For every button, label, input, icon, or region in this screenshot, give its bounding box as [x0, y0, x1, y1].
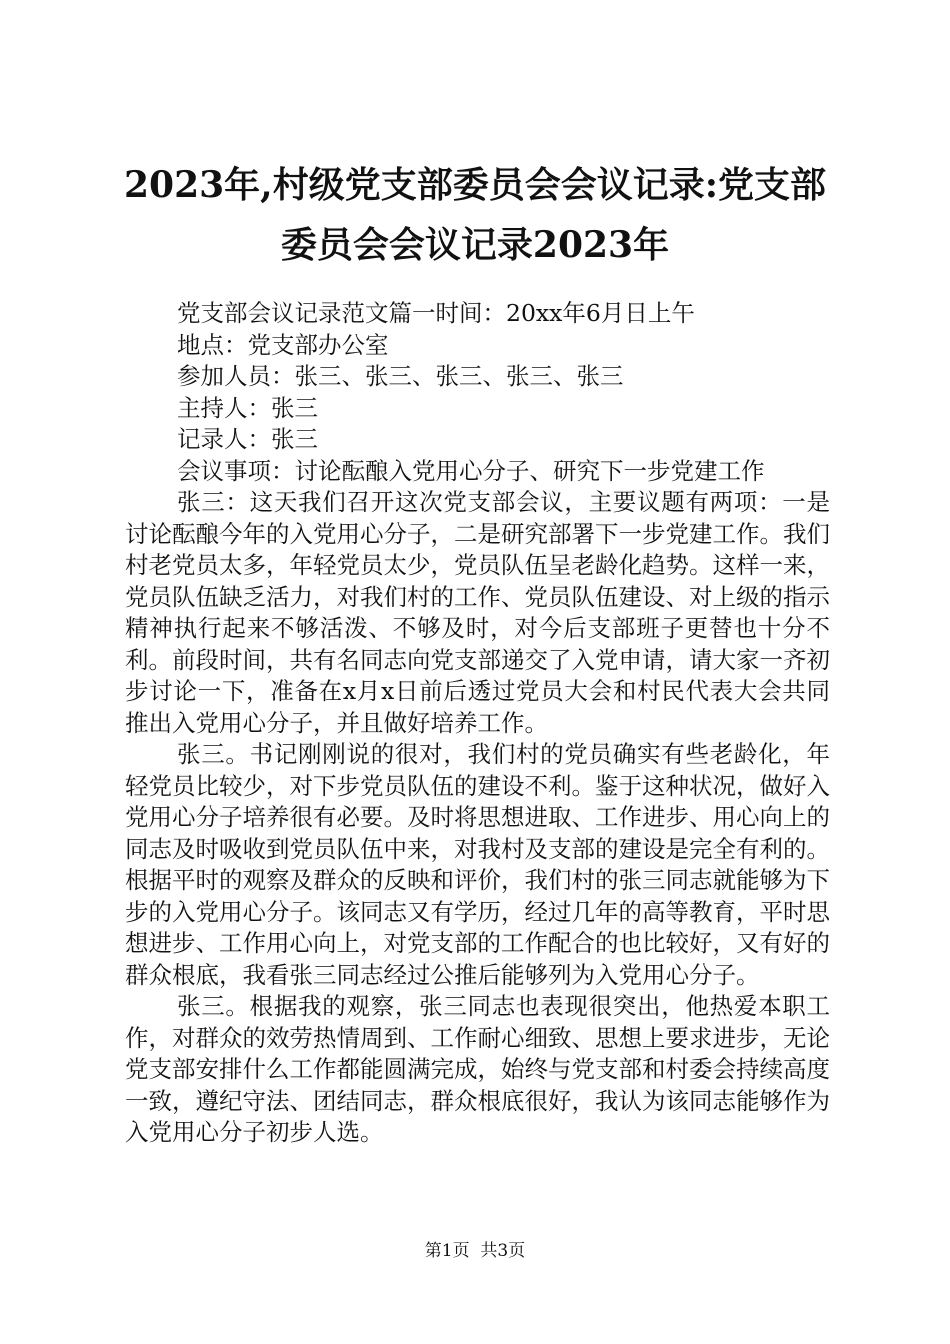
document-body [125, 298, 830, 1149]
meeting-agenda-line: 会议事项：讨论酝酿入党用心分子、研究下一步党建工作 [177, 456, 765, 485]
body-paragraph: 张三。书记刚刚说的很对，我们村的党员确实有些老龄化，年轻党员比较少，对下步党员队伍的建设不利。鉴于这种状况，做好入党用心分子培养很有必要。及时将思想进取、工作进步、用心向上的同志及时吸收到党员队伍中来，对我村及支部的建设是完全有利的。根据平时的观察及群众的反映和评价，我们村的张三同志就能够为下步的入党用心分子。该同志又有学历，经过几年的高等教育，平时思想进步、工作用心向上，对党支部的工作配合的也比较好，又有好的群众根底，我看张三同志经过公推后能够列为入党用心分子。 [125, 740, 830, 989]
page-number-footer: 第1页 共3页 [424, 1241, 526, 1261]
document-title-line-2: 委员会会议记录2023年 [280, 224, 670, 266]
meeting-location-line: 地点：党支部办公室 [177, 330, 389, 359]
body-paragraph: 张三。根据我的观察，张三同志也表现很突出，他热爱本职工作，对群众的效劳热情周到、工作耐心细致、思想上要求进步，无论党支部安排什么工作都能圆满完成，始终与党支部和村委会持续高度一致，遵纪守法、团结同志，群众根底很好，我认为该同志能够作为入党用心分子初步人选。 [125, 992, 830, 1146]
document-title-line-1: 2023年,村级党支部委员会会议记录:党支部 [123, 164, 827, 206]
meeting-time-line: 党支部会议记录范文篇一时间：20xx年6月日上午 [177, 299, 695, 327]
body-paragraph: 张三：这天我们召开这次党支部会议，主要议题有两项：一是讨论酝酿今年的入党用心分子，二是研究部署下一步党建工作。我们村老党员太多，年轻党员太少，党员队伍呈老龄化趋势。这样一来，党员队伍缺乏活力，对我们村的工作、党员队伍建设、对上级的指示精神执行起来不够活泼、不够及时，对今后支部班子更替也十分不利。前段时间，共有名同志向党支部递交了入党申请，请大家一齐初步讨论一下，准备在x月x日前后透过党员大会和村民代表大会共同推出入党用心分子，并且做好培养工作。 [125, 488, 830, 737]
meeting-recorder-line: 记录人：张三 [177, 425, 318, 453]
meeting-host-line: 主持人：张三 [177, 393, 318, 422]
meeting-attendees-line: 参加人员：张三、张三、张三、张三、张三 [177, 362, 624, 390]
